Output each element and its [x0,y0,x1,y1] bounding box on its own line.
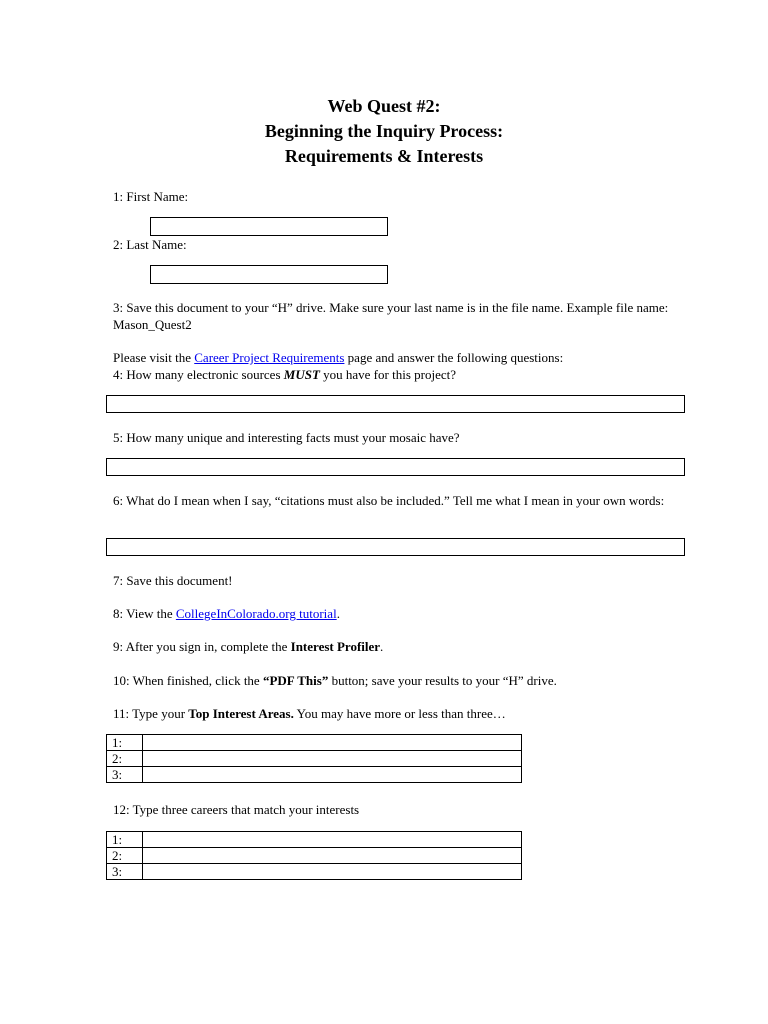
last-name-label: 2: Last Name: [113,237,187,252]
question-9 [113,638,383,655]
last-name-field[interactable] [150,265,388,284]
answer-5-field[interactable] [106,458,685,476]
q9-before: 9: After you sign in, complete the [113,639,291,654]
intro-before: Please visit the [113,350,195,365]
question-6: 6: What do I mean when I say, “citations must also be included.” Tell me what I mean in your own words: [113,493,665,508]
intro-after: page and answer the following questions: [344,350,564,365]
question-12: 12: Type three careers that match your interests [113,802,360,817]
interest-area-2-cell[interactable] [143,751,522,767]
q8-after: . [336,606,340,621]
career-1-cell[interactable] [143,832,522,848]
question-3: 3: Save this document to your “H” drive. Make sure your last name is in the file name. Example file name: Mason_Quest2 [113,300,669,332]
first-name-label: 1: First Name: [113,189,189,204]
intro-text [113,349,563,366]
table-row [107,864,522,880]
q4-before: 4: How many electronic sources [113,367,284,382]
row-number: 2: [107,751,143,767]
question-11 [113,705,506,722]
career-project-requirements-link[interactable]: Career Project Requirements [194,350,345,365]
row-number: 3: [107,767,143,783]
interest-area-1-cell[interactable] [143,735,522,751]
question-8 [113,605,340,622]
collegeincolorado-tutorial-link[interactable]: CollegeInColorado.org tutorial [175,606,337,621]
table-row [107,751,522,767]
career-3-cell[interactable] [143,864,522,880]
careers-table [106,831,522,880]
interest-area-3-cell[interactable] [143,767,522,783]
answer-6-field[interactable] [106,538,685,556]
q10-after: button; save your results to your “H” drive. [328,673,557,688]
q9-after: . [380,639,384,654]
question-5: 5: How many unique and interesting facts must your mosaic have? [113,430,460,445]
answer-4-field[interactable] [106,395,685,413]
table-row [107,767,522,783]
q8-before: 8: View the [113,606,176,621]
q10-bold: “PDF This” [262,673,329,688]
q11-before: 11: Type your [113,706,189,721]
q10-before: 10: When finished, click the [113,673,263,688]
title-line-2: Beginning the Inquiry Process: [264,121,504,141]
career-2-cell[interactable] [143,848,522,864]
question-4 [113,366,456,383]
title-line-3: Requirements & Interests [284,146,484,166]
q4-emphasis: MUST [283,367,320,382]
q11-after: You may have more or less than three… [293,706,506,721]
q9-bold: Interest Profiler [290,639,381,654]
row-number: 3: [107,864,143,880]
title-line-1: Web Quest #2: [327,96,441,116]
first-name-field[interactable] [150,217,388,236]
interest-areas-table [106,734,522,783]
q11-bold: Top Interest Areas. [188,706,294,721]
question-10 [113,672,557,689]
table-row [107,848,522,864]
q4-after: you have for this project? [319,367,456,382]
row-number: 2: [107,848,143,864]
table-row [107,735,522,751]
table-row [107,832,522,848]
row-number: 1: [107,832,143,848]
question-7: 7: Save this document! [113,573,233,588]
row-number: 1: [107,735,143,751]
